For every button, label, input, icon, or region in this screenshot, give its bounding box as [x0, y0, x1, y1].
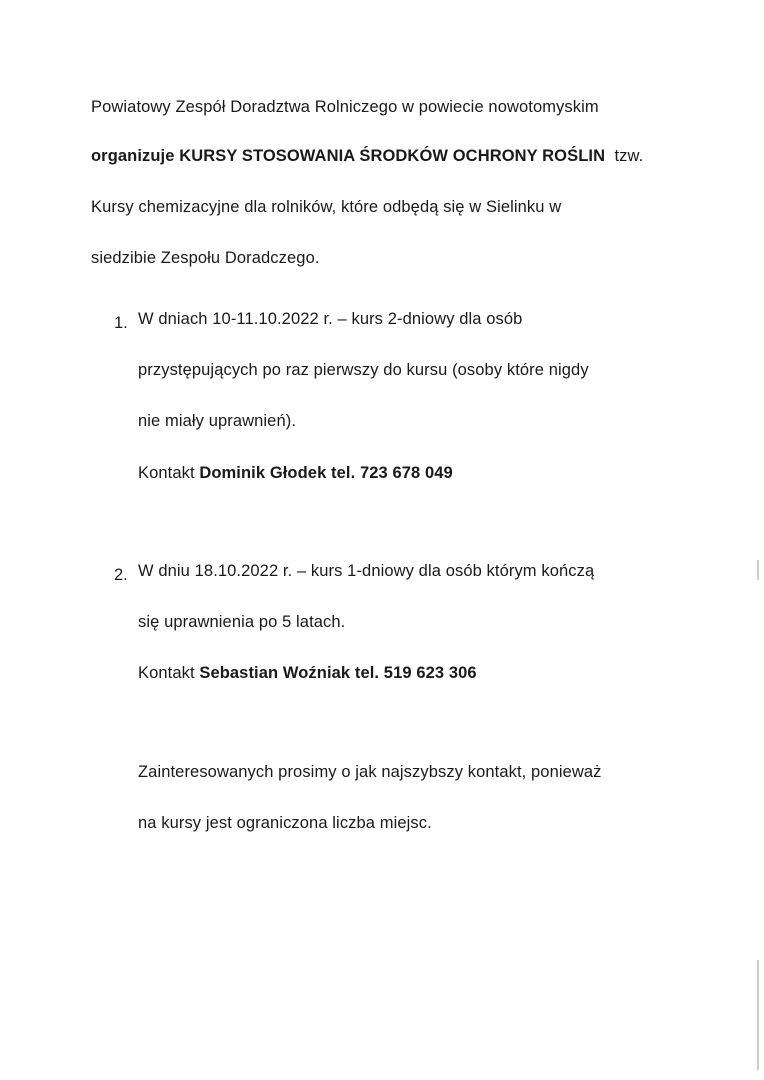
- intro-line-1: Powiatowy Zespół Doradztwa Rolniczego w powiecie nowotomyskim: [91, 98, 599, 116]
- scan-edge-mark: [757, 960, 759, 1070]
- list-item-2-line-1: W dniu 18.10.2022 r. – kurs 1-dniowy dla osób którym kończą: [138, 562, 595, 580]
- list-item-1-line-2: przystępujących po raz pierwszy do kursu (osoby które nigdy: [138, 361, 589, 379]
- list-item-1-contact: [138, 462, 453, 484]
- intro-line-3: Kursy chemizacyjne dla rolników, które odbędą się w Sielinku w: [91, 198, 562, 216]
- scan-edge-mark: [757, 560, 759, 580]
- list-item-1-number: 1.: [114, 314, 128, 332]
- course-title: organizuje KURSY STOSOWANIA ŚRODKÓW OCHRONY ROŚLIN: [91, 147, 606, 165]
- contact-person: Sebastian Woźniak tel. 519 623 306: [199, 664, 477, 682]
- intro-line-2: [91, 145, 643, 167]
- contact-label: Kontakt: [138, 664, 195, 682]
- list-item-2-contact: [138, 662, 477, 684]
- list-item-2-line-2: się uprawnienia po 5 latach.: [138, 613, 346, 631]
- list-item-1-line-3: nie miały uprawnień).: [138, 412, 297, 430]
- list-item-1-line-1: W dniach 10-11.10.2022 r. – kurs 2-dniowy dla osób: [138, 310, 523, 328]
- closing-line-1: Zainteresowanych prosimy o jak najszybszy kontakt, ponieważ: [138, 763, 602, 781]
- contact-label: Kontakt: [138, 464, 195, 482]
- closing-line-2: na kursy jest ograniczona liczba miejsc.: [138, 814, 432, 832]
- intro-line-4: siedzibie Zespołu Doradczego.: [91, 249, 320, 267]
- list-item-2-number: 2.: [114, 566, 128, 584]
- contact-person: Dominik Głodek tel. 723 678 049: [199, 464, 453, 482]
- intro-line-2-rest: tzw.: [614, 147, 644, 165]
